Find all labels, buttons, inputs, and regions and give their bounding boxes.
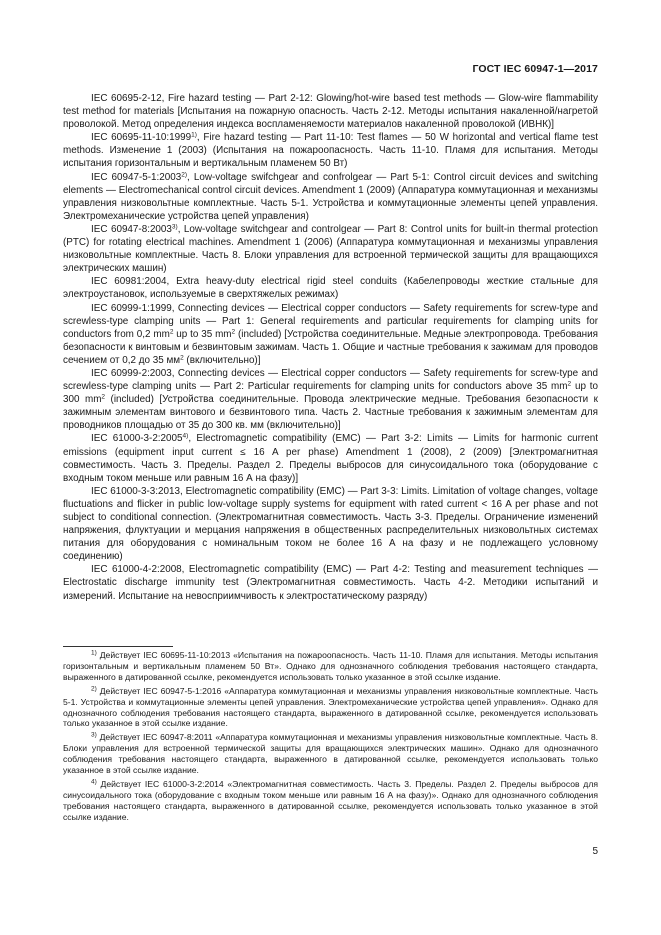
superscript: 2 bbox=[567, 380, 572, 388]
reference-code: IEC 60999-1:1999, bbox=[91, 302, 175, 314]
footnote-mark: 2) bbox=[91, 685, 97, 693]
reference-text: Connecting devices — Electrical copper conductors — Safety requirements for screw-type and screwless-type clamping units — Part 1: General requirements and particular requirements for clamping units for conductors from 0,2 mm bbox=[63, 302, 599, 340]
reference-code: IEC 60999-2:2003, bbox=[91, 367, 175, 379]
superscript: 2 bbox=[101, 393, 106, 401]
footnote-divider bbox=[63, 646, 173, 647]
reference-item bbox=[63, 432, 598, 484]
reference-code: IEC 60695-11-10:1999 bbox=[91, 132, 192, 144]
footnote-mark: 1) bbox=[91, 649, 97, 657]
footnotes-list bbox=[63, 650, 598, 826]
reference-item bbox=[63, 275, 598, 301]
reference-text: Electromagnetic compatibility (EMC) — Part 4-2: Testing and measurement techniques — Electrostatic discharge immunity test (Электромагнитная совместимость. Часть 4-2. Методики испытаний и измерений. Испытание на невосприимчивость к электростатическому разряду) bbox=[63, 564, 598, 602]
reference-text: Fire hazard testing — Part 2-12: Glowing/hot-wire based test methods — Glow-wire flammability test method for materials [Испытания на пожарную опасность. Часть 2-12. Методы испытания накаленной/нагретой проволокой. Метод определения индекса воспламеняемости материалов накаленной проволокой (ИВНК)] bbox=[63, 93, 599, 131]
reference-item bbox=[63, 302, 598, 367]
reference-text: Connecting devices — Electrical copper conductors — Safety requirements for screw-type and screwless-type clamping units — Part 2: Particular requirements for clamping units for conductors above 35 mm bbox=[63, 367, 599, 393]
reference-code: IEC 61000-3-2:2005 bbox=[91, 433, 183, 445]
reference-text: (включительно)] bbox=[183, 354, 261, 366]
reference-code: IEC 60947-8:2003 bbox=[91, 223, 172, 235]
reference-text: up to 35 mm bbox=[173, 328, 232, 340]
superscript: 2 bbox=[180, 354, 184, 362]
references-list bbox=[63, 92, 598, 603]
footnote-ref[interactable]: 2) bbox=[181, 171, 188, 179]
footnote-ref[interactable]: 3) bbox=[171, 223, 178, 231]
reference-item bbox=[63, 92, 598, 131]
page-number: 5 bbox=[592, 846, 598, 857]
footnote-item bbox=[63, 779, 598, 823]
reference-code: IEC 61000-3-3:2013, bbox=[91, 485, 183, 497]
footnote-item bbox=[63, 732, 598, 776]
footnote-text: Действует IEC 60947-5-1:2016 «Аппаратура коммутационная и механизмы управления низковольтные комплектные. Часть 5-1. Устройства и коммутационные элементы цепей управления. Электромеханические устройства цепей управления». Однако для однозначного соблюдения требования настоящего стандарта, выраженного в датированной ссылке, рекомендуется использовать только указанное в этой ссылке издание. bbox=[63, 685, 598, 729]
reference-text: up to 300 mm bbox=[63, 381, 598, 406]
reference-code: IEC 60947-5-1:2003 bbox=[91, 171, 182, 183]
footnote-text: Действует IEC 60947-8:2011 «Аппаратура коммутационная и механизмы управления низковольтные комплектные. Часть 8. Блоки управления для встроенной термической защиты для вращающихся электрических машин». Однако для однозначного соблюдения требования настоящего стандарта, выраженного в датированной ссылке, рекомендуется использовать только указанное в этой ссылке издание. bbox=[63, 732, 598, 776]
reference-text: , Low-voltage switchgear and controlgear — Part 8: Control units for built-in thermal protection (PTC) for rotating electrical machines. Amendment 1 (2006) (Аппаратура коммутационная и механизмы управления низковольтные комплектные. Часть 8. Блоки управления для встроенной термической защиты для вращающихся электрических машин) bbox=[63, 223, 598, 275]
footnote-item bbox=[63, 686, 598, 730]
document-code-header: ГОСТ IEC 60947-1—2017 bbox=[472, 63, 598, 75]
reference-code: IEC 60695-2-12, bbox=[91, 93, 165, 104]
footnote-ref[interactable]: 4) bbox=[182, 432, 189, 440]
footnote-ref[interactable]: 1) bbox=[191, 131, 197, 139]
reference-text: Electromagnetic compatibility (EMC) — Part 3-3: Limits. Limitation of voltage changes, voltage fluctuations and flicker in public low-voltage supply systems for equipment with rated current < 16 A per phase and not subject to conditional connection. (Электромагнитная совместимость. Часть 3-3. Пределы. Ограничение изменений напряжения, флуктуации и мерцания напряжения в общественных распределительных низковольтных системах питания для оборудования с номинальным током не более 16 А на фазу и не подлежащего условному соединению) bbox=[63, 485, 599, 563]
reference-text: , Fire hazard testing — Part 11-10: Test flames — 50 W horizontal and vertical flame test methods. Изменение 1 (2003) (Испытания на пожароопасность. Часть 11-10. Пламя для испытания. Методы испытания горизонтальным и вертикальным пламенем 50 Вт) bbox=[63, 132, 598, 170]
reference-item bbox=[63, 131, 598, 170]
footnote-text: Действует IEC 61000-3-2:2014 «Электромагнитная совместимость. Часть 3. Пределы. Раздел 2. Пределы выбросов для синусоидального тока (оборудование с входным током меньше или равным 16 А на фазу)». Однако для однозначного соблюдения требования настоящего стандарта, выраженного в датированной ссылке, рекомендуется использовать только указанное в этой ссылке издание. bbox=[63, 778, 598, 822]
footnote-text: Действует IEC 60695-11-10:2013 «Испытания на пожароопасность. Часть 11-10. Пламя для испытания. Методы испытания горизонтальным и вертикальным пламенем 50 Вт». Однако для однозначного соблюдения требования настоящего стандарта, выраженного в датированной ссылке, рекомендуется использовать только указанное в этой ссылке издание. bbox=[63, 650, 598, 682]
footnote-mark: 3) bbox=[91, 731, 97, 739]
reference-text: (included) [Устройства соединительные. Медные электропровода. Требования безопасности к винтовым и безвинтовым зажимам. Часть 1. Общие и частные требования к зажимам для проводов сечением от 0,2 до 35 мм bbox=[63, 328, 599, 366]
superscript: 2 bbox=[169, 328, 174, 336]
reference-item bbox=[63, 563, 598, 602]
reference-item bbox=[63, 485, 598, 564]
reference-item bbox=[63, 367, 598, 432]
reference-text: , Low-voltage swifchgear and confrolgear — Part 5-1: Control circuit devices and switching elements — Electromechanical control circuit devices. Amendment 1 (2009) (Аппаратура коммутационная и механизмы управления низковольтные комплектные. Часть 5-1. Устройства и коммутационные элементы цепей управления. Электромеханические устройства цепей управления) bbox=[63, 171, 598, 222]
reference-text: (included) [Устройства соединительные. Провода электрические медные. Требования безопасности к зажимным элементам винтового и безвинтового типа. Часть 2. Частные требования к зажимным элементам для проводников площадью от 35 до 300 кв. мм (включительно)] bbox=[63, 394, 599, 432]
reference-code: IEC 60981:2004, bbox=[91, 276, 170, 288]
footnote-item bbox=[63, 650, 598, 683]
reference-item bbox=[63, 171, 598, 223]
reference-item bbox=[63, 223, 598, 275]
reference-code: IEC 61000-4-2:2008, bbox=[91, 564, 185, 576]
reference-text: Extra heavy-duty electrical rigid steel conduits (Кабелепроводы жесткие стальные для электроустановок, используемые в сверхтяжелых режимах) bbox=[63, 276, 598, 301]
superscript: 2 bbox=[231, 328, 236, 336]
reference-text: , Electromagnetic compatibility (EMC) — Part 3-2: Limits — Limits for harmonic current emissions (equipment input current ≤ 16 A per phase) Amendment 1 (2008), 2 (2009) [Электромагнитная совместимость. Часть 3. Пределы. Раздел 2. Пределы выбросов для синусоидального тока (оборудование с входным током меньше или равным 16 А на фазу)] bbox=[63, 433, 598, 484]
footnote-mark: 4) bbox=[91, 778, 97, 786]
